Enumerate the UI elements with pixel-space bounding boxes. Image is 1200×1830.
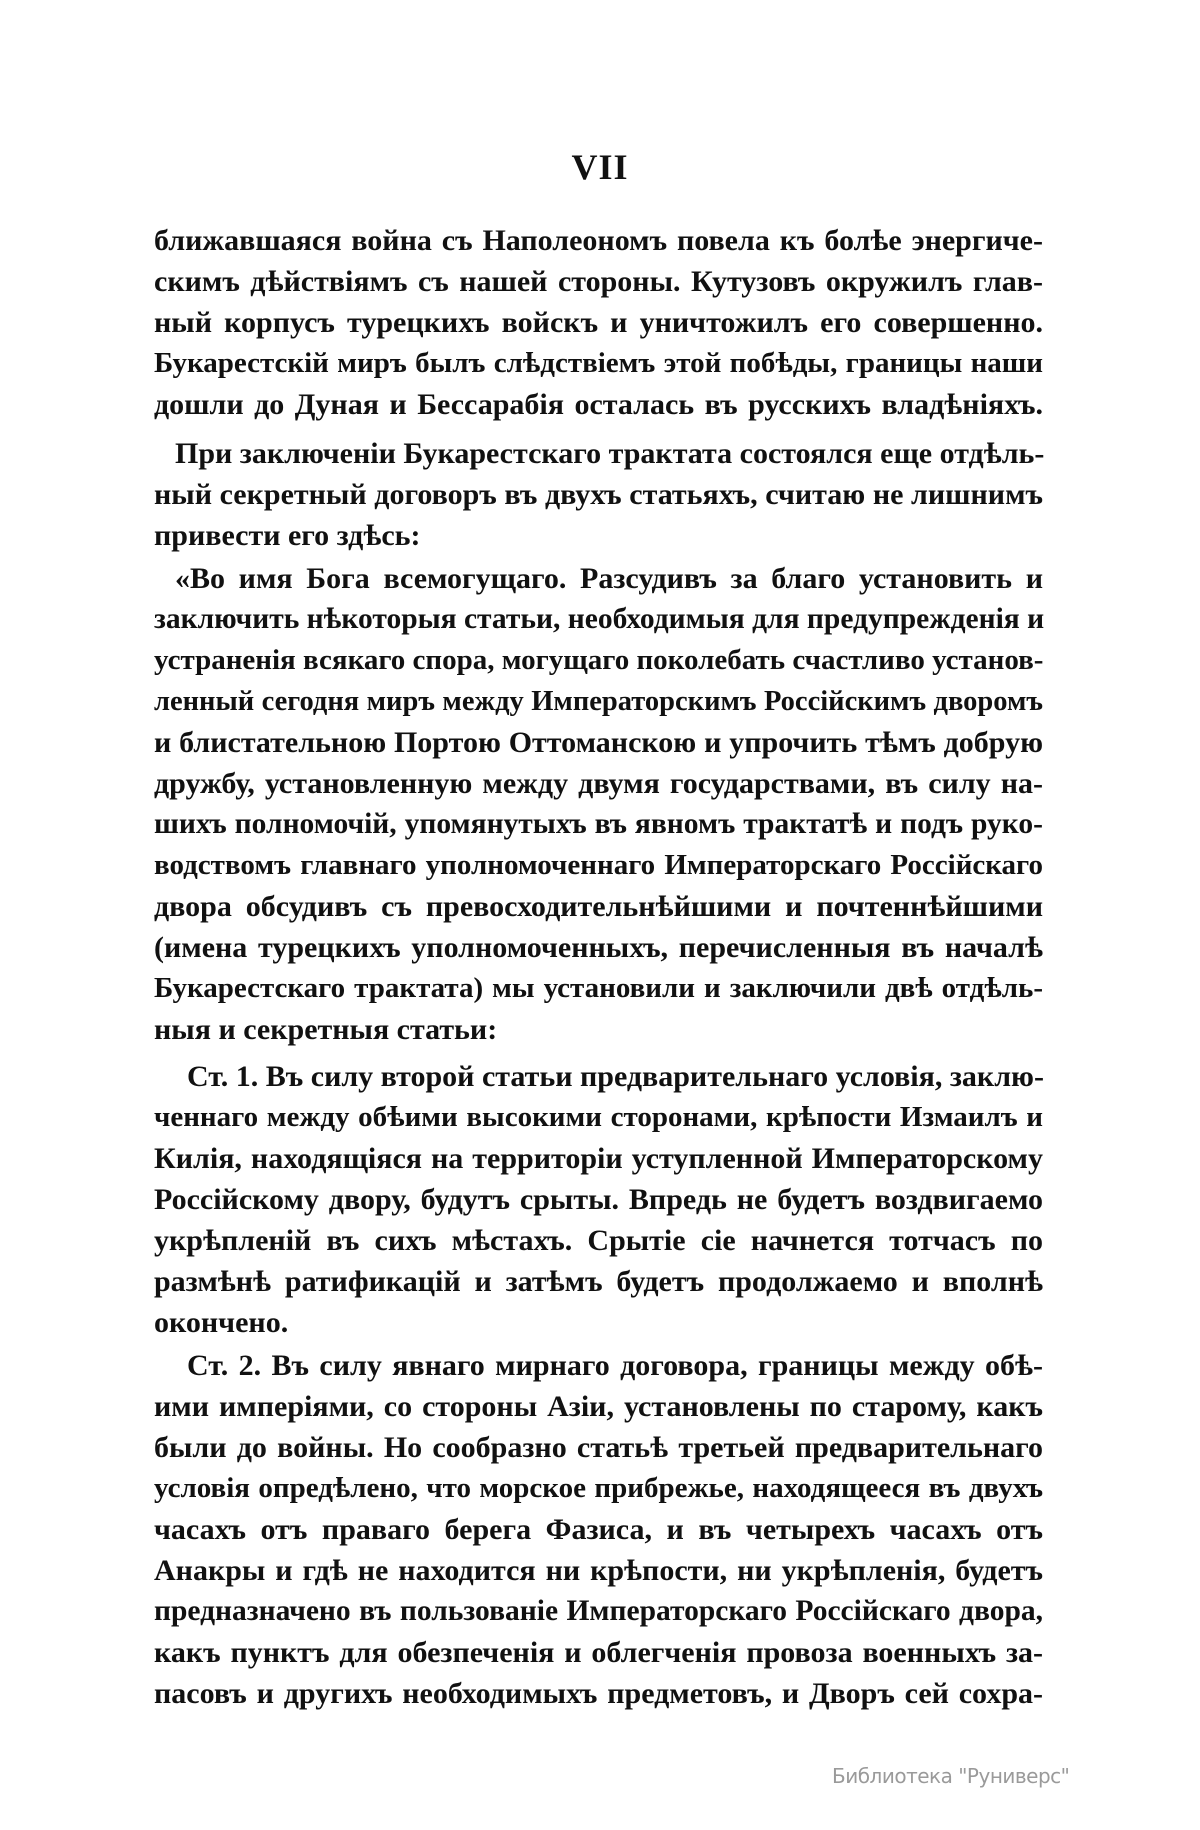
text-line: были до войны. Но сообразно статьѣ третьей предварительнаго	[154, 1431, 1043, 1464]
paragraph	[154, 433, 1043, 556]
text-line: двора обсудивъ съ превосходительнѣйшими и почтеннѣйшими	[154, 890, 1043, 923]
text-line: ный секретный договоръ въ двухъ статьяхъ, считаю не лишнимъ	[154, 478, 1043, 511]
body-text	[154, 220, 1043, 1714]
text-line: размѣнѣ ратификацій и затѣмъ будетъ продолжаемо и вполнѣ	[154, 1265, 1043, 1298]
text-line: скимъ дѣйствіямъ съ нашей стороны. Кутузовъ окружилъ глав-	[154, 265, 1043, 298]
paragraph	[154, 1345, 1043, 1714]
text-line: ближавшаяся война съ Наполеономъ повела къ болѣе энергиче-	[154, 224, 1043, 257]
paragraph	[154, 220, 1043, 425]
text-line: укрѣпленій въ сихъ мѣстахъ. Срытіе сіе начнется тотчасъ по	[154, 1224, 1043, 1257]
text-line: Букарестскій миръ былъ слѣдствіемъ этой побѣды, границы наши	[154, 347, 1043, 379]
text-line: ный корпусъ турецкихъ войскъ и уничтожилъ его совершенно.	[154, 306, 1043, 339]
text-line: ныя и секретныя статьи:	[154, 1013, 498, 1046]
text-line: Букарестскаго трактата) мы установили и заключили двѣ отдѣль-	[154, 972, 1043, 1004]
text-line: водствомъ главнаго уполномоченнаго Императорскаго Россійскаго	[154, 849, 1043, 881]
text-line: Россійскому двору, будутъ срыты. Впредь не будетъ воздвигаемо	[154, 1183, 1043, 1216]
text-line: какъ пунктъ для обезпеченія и облегченія провоза военныхъ за-	[154, 1636, 1043, 1669]
paragraph	[154, 558, 1043, 1050]
text-line: Ст. 2. Въ силу явнаго мирнаго договора, границы между обѣ-	[187, 1349, 1043, 1382]
text-line: окончено.	[154, 1306, 289, 1339]
text-line: При заключеніи Букарестскаго трактата состоялся еще отдѣль-	[175, 437, 1045, 470]
text-line: Килія, находящіяся на территоріи уступленной Императорскому	[154, 1142, 1043, 1175]
text-line: Анакры и гдѣ не находится ни крѣпости, ни укрѣпленія, будетъ	[154, 1554, 1043, 1587]
text-line: предназначено въ пользованіе Императорскаго Россійскаго двора,	[154, 1595, 1043, 1627]
text-line: и блистательною Портою Оттоманскою и упрочить тѣмъ добрую	[154, 726, 1043, 759]
text-line: дошли до Дуная и Бессарабія осталась въ русскихъ владѣніяхъ.	[154, 388, 1043, 421]
paragraph	[154, 1056, 1043, 1343]
text-line: условія опредѣлено, что морское прибрежье, находящееся въ двухъ	[154, 1472, 1043, 1504]
text-line: «Во имя Бога всемогущаго. Разсудивъ за благо установить и	[175, 562, 1043, 595]
text-line: часахъ отъ праваго берега Фазиса, и въ четырехъ часахъ отъ	[154, 1513, 1043, 1546]
text-line: шихъ полномочій, упомянутыхъ въ явномъ трактатѣ и подъ руко-	[154, 808, 1043, 840]
text-line: заключить нѣкоторыя статьи, необходимыя для предупрежденія и	[154, 603, 1045, 635]
text-line: устраненія всякаго спора, могущаго поколебать счастливо установ-	[154, 644, 1044, 676]
text-line: ими имперіями, со стороны Азіи, установлены по старому, какъ	[154, 1390, 1043, 1423]
text-line: Ст. 1. Въ силу второй статьи предварительнаго условія, заклю-	[187, 1060, 1044, 1093]
text-line: дружбу, установленную между двумя государствами, въ силу на-	[154, 767, 1043, 800]
text-line: (имена турецкихъ уполномоченныхъ, перечисленныя въ началѣ	[154, 931, 1043, 964]
text-line: пасовъ и другихъ необходимыхъ предметовъ, и Дворъ сей сохра-	[154, 1677, 1043, 1710]
text-line: ленный сегодня миръ между Императорскимъ Россійскимъ дворомъ	[154, 686, 1043, 717]
text-line: ченнаго между обѣими высокими сторонами, крѣпости Измаилъ и	[154, 1101, 1043, 1133]
text-line: привести его здѣсь:	[154, 519, 421, 552]
page-number: VII	[571, 147, 629, 187]
library-watermark: Библиотека "Руниверс"	[832, 1764, 1070, 1788]
